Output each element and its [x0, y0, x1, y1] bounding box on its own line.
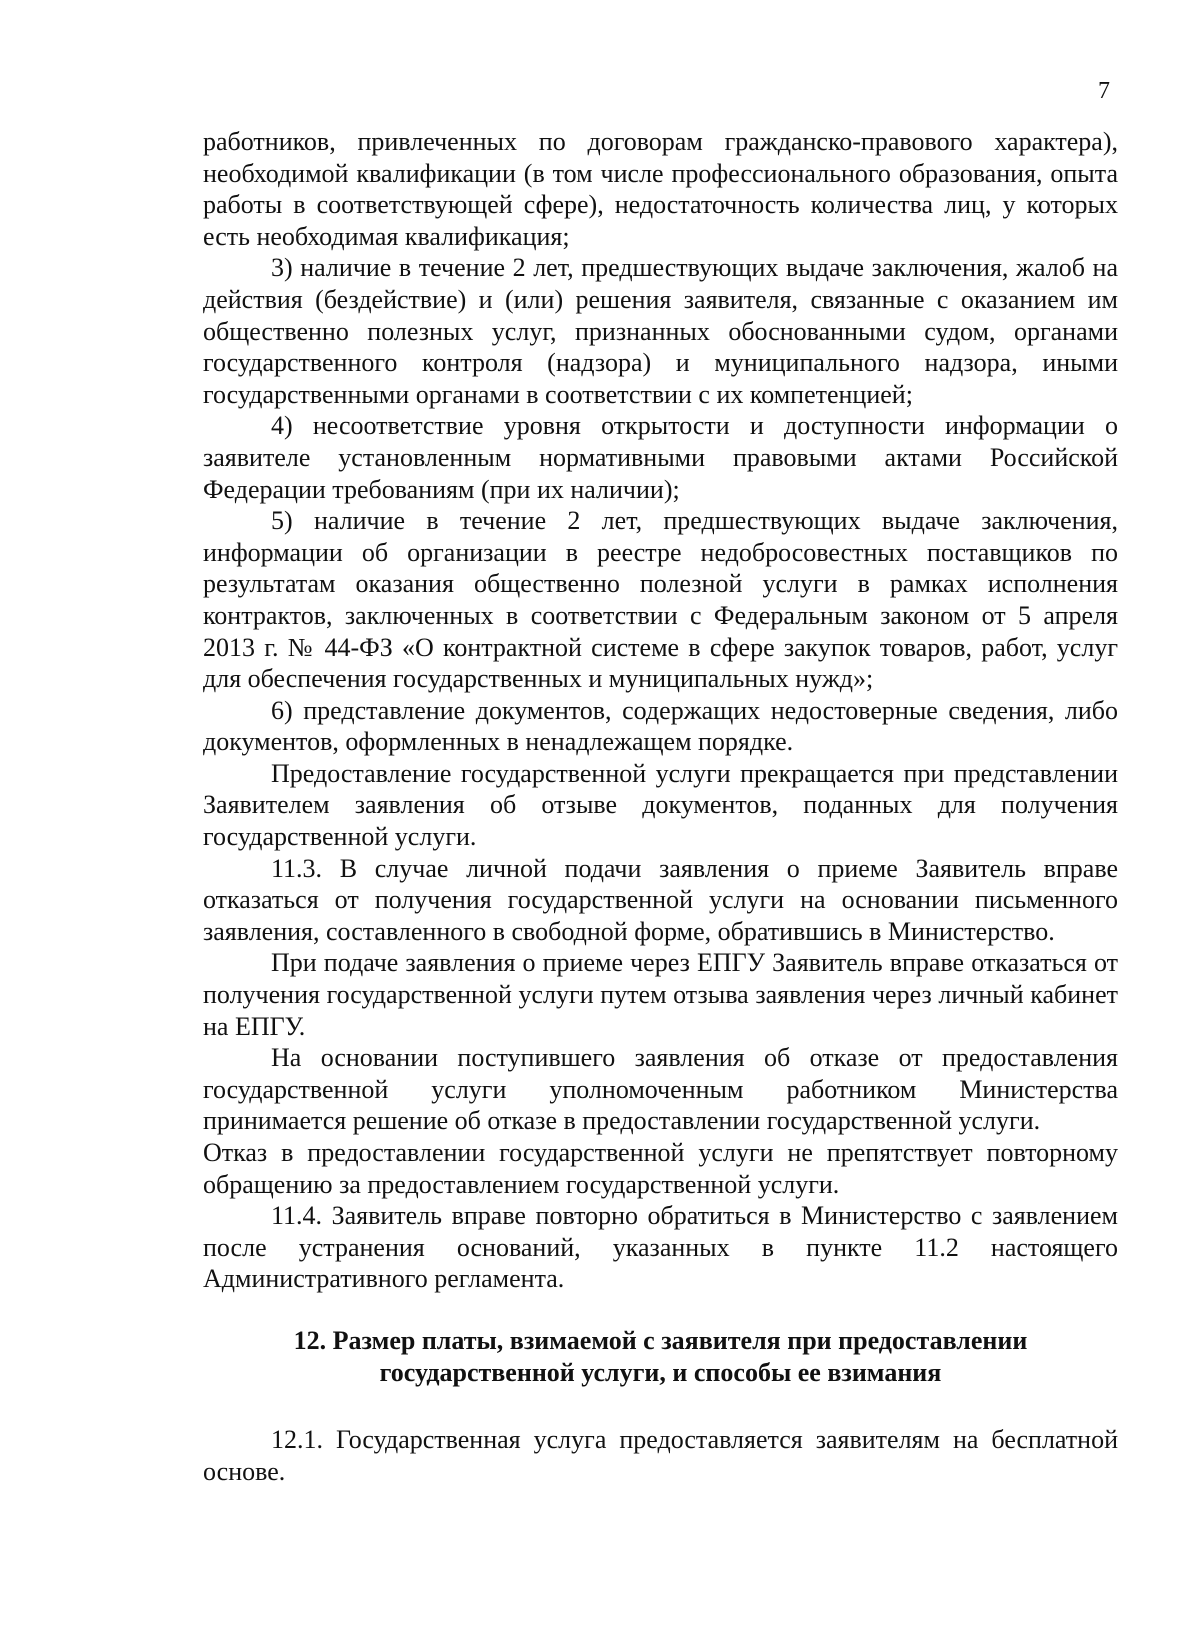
- paragraph-item-3: 3) наличие в течение 2 лет, предшествующих выдаче заключения, жалоб на действия (бездействие) и (или) решения заявителя, связанные с оказанием им общественно полезных услуг, признанных обоснованными судом, органами государственного контроля (надзора) и муниципального надзора, иными государственными органами в соответствии с их компетенцией;: [203, 253, 1118, 409]
- paragraph-12-1: 12.1. Государственная услуга предоставляется заявителям на бесплатной основе.: [203, 1425, 1118, 1486]
- paragraph-item-6: 6) представление документов, содержащих недостоверные сведения, либо документов, оформленных в ненадлежащем порядке.: [203, 695, 1118, 757]
- section-heading-line-2: государственной услуги, и способы ее взимания: [379, 1358, 942, 1387]
- body-text: [203, 126, 1118, 1295]
- closing-text: [203, 1424, 1118, 1488]
- paragraph-item-4: 4) несоответствие уровня открытости и доступности информации о заявителе установленным нормативными правовыми актами Российской Федерации требованиям (при их наличии);: [203, 411, 1118, 504]
- paragraph-qualification: работников, привлеченных по договорам гражданско-правового характера), необходимой квалификации (в том числе профессионального образования, опыта работы в соответствующей сфере), недостаточность количества лиц, у которых есть необходимая квалификация;: [203, 127, 1118, 251]
- paragraph-11-3: 11.3. В случае личной подачи заявления о приеме Заявитель вправе отказаться от получения государственной услуги на основании письменного заявления, составленного в свободной форме, обратившись в Министерство.: [203, 853, 1118, 946]
- paragraph-11-4: 11.4. Заявитель вправе повторно обратиться в Министерство с заявлением после устранения оснований, указанных в пункте 11.2 настоящего Административного регламента.: [203, 1201, 1118, 1294]
- paragraph-refusal-decision: На основании поступившего заявления об отказе от предоставления государственной услуги уполномоченным работником Министерства принимается решение об отказе в предоставлении государственной услуги.: [203, 1043, 1118, 1136]
- section-heading-line-1: 12. Размер платы, взимаемой с заявителя при предоставлении: [293, 1326, 1028, 1355]
- paragraph-termination: Предоставление государственной услуги прекращается при представлении Заявителем заявления об отзыве документов, поданных для получения государственной услуги.: [203, 758, 1118, 852]
- paragraph-epgu-withdrawal: При подаче заявления о приеме через ЕПГУ Заявитель вправе отказаться от получения государственной услуги путем отзыва заявления через личный кабинет на ЕПГУ.: [203, 948, 1118, 1041]
- page-number: 7: [1098, 78, 1110, 104]
- paragraph-repeat-request: Отказ в предоставлении государственной услуги не препятствует повторному обращению за предоставлением государственной услуги.: [203, 1138, 1118, 1199]
- paragraph-item-5: 5) наличие в течение 2 лет, предшествующих выдаче заключения, информации об организации в реестре недобросовестных поставщиков по результатам оказания общественно полезной услуги в рамках исполнения контрактов, заключенных в соответствии с Федеральным законом от 5 апреля 2013 г. № 44-ФЗ «О контрактной системе в сфере закупок товаров, работ, услуг для обеспечения государственных и муниципальных нужд»;: [203, 506, 1118, 694]
- section-heading-12: [203, 1325, 1118, 1389]
